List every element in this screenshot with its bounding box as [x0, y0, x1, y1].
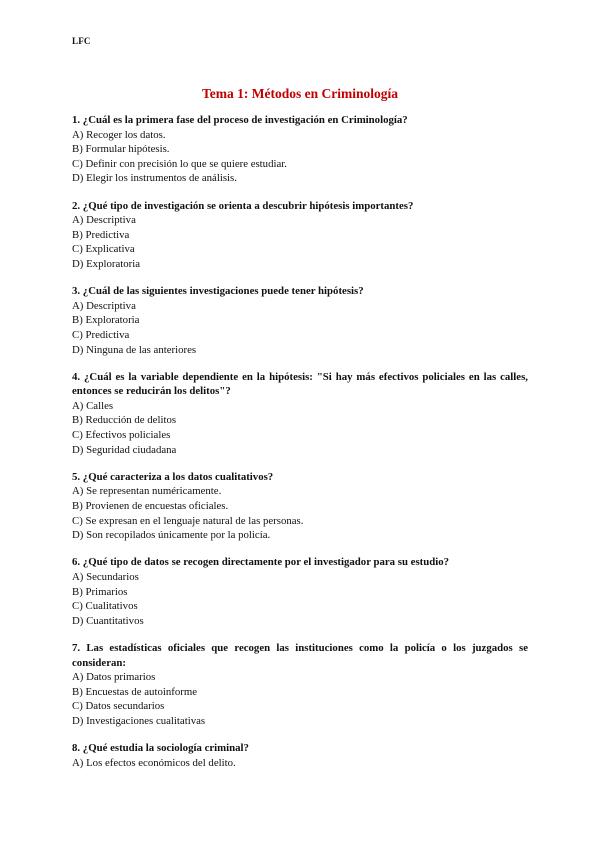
option-b: B) Formular hipótesis.: [72, 143, 170, 156]
question-6: [72, 555, 528, 628]
option-b: B) Provienen de encuestas oficiales.: [72, 500, 229, 513]
question-text: 1. ¿Cuál es la primera fase del proceso de investigación en Criminología?: [72, 114, 408, 126]
option-a: A) Descriptiva: [72, 299, 136, 312]
option-b: B) Exploratoria: [72, 314, 140, 327]
option-d: D) Ninguna de las anteriores: [72, 343, 197, 356]
option-b: B) Reducción de delitos: [72, 414, 177, 427]
document-title: Tema 1: Métodos en Criminología: [202, 86, 398, 101]
option-d: D) Seguridad ciudadana: [72, 443, 177, 456]
question-5: [72, 470, 528, 543]
question-1: [72, 113, 528, 186]
question-list: [72, 113, 528, 783]
option-d: D) Cuantitativos: [72, 614, 144, 627]
option-c: C) Efectivos policiales: [72, 429, 171, 442]
option-a: A) Se representan numéricamente.: [72, 485, 222, 498]
option-a: A) Descriptiva: [72, 214, 136, 227]
question-text: 8. ¿Qué estudia la sociología criminal?: [72, 742, 249, 755]
option-b: B) Primarios: [72, 585, 128, 598]
option-a: A) Calles: [72, 399, 114, 412]
question-8: [72, 741, 528, 770]
question-text: 2. ¿Qué tipo de investigación se orienta a descubrir hipótesis importantes?: [72, 199, 414, 212]
option-d: D) Son recopilados únicamente por la policía.: [72, 529, 271, 542]
option-c: C) Definir con precisión lo que se quiere estudiar.: [72, 157, 287, 170]
question-2: [72, 199, 528, 272]
option-a: A) Secundarios: [72, 571, 139, 583]
option-c: C) Cualitativos: [72, 600, 138, 613]
question-7: [72, 641, 528, 729]
option-a: A) Recoger los datos.: [72, 128, 166, 141]
option-d: D) Exploratoria: [72, 257, 141, 270]
question-3: [72, 284, 528, 357]
option-d: D) Investigaciones cualitativas: [72, 714, 206, 727]
option-c: C) Predictiva: [72, 328, 130, 341]
question-text: 3. ¿Cuál de las siguientes investigaciones puede tener hipótesis?: [72, 285, 364, 298]
question-text: 4. ¿Cuál es la variable dependiente en la hipótesis: "Si hay más efectivos policiales en las calles, entonces se reducirán los delitos"?: [72, 370, 528, 398]
question-4: [72, 370, 528, 458]
option-c: C) Se expresan en el lenguaje natural de las personas.: [72, 514, 304, 527]
header-mark: LFC: [72, 36, 91, 46]
option-b: B) Encuestas de autoinforme: [72, 685, 198, 698]
option-b: B) Predictiva: [72, 228, 130, 241]
option-c: C) Datos secundarios: [72, 700, 165, 713]
option-a: A) Los efectos económicos del delito.: [72, 756, 236, 769]
option-d: D) Elegir los instrumentos de análisis.: [72, 172, 237, 185]
question-text: 7. Las estadísticas oficiales que recogen las instituciones como la policía o los juzgados se consideran:: [72, 641, 528, 669]
question-text: 6. ¿Qué tipo de datos se recogen directamente por el investigador para su estudio?: [72, 556, 450, 569]
option-c: C) Explicativa: [72, 243, 135, 256]
question-text: 5. ¿Qué caracteriza a los datos cualitativos?: [72, 470, 274, 483]
option-a: A) Datos primarios: [72, 671, 156, 684]
